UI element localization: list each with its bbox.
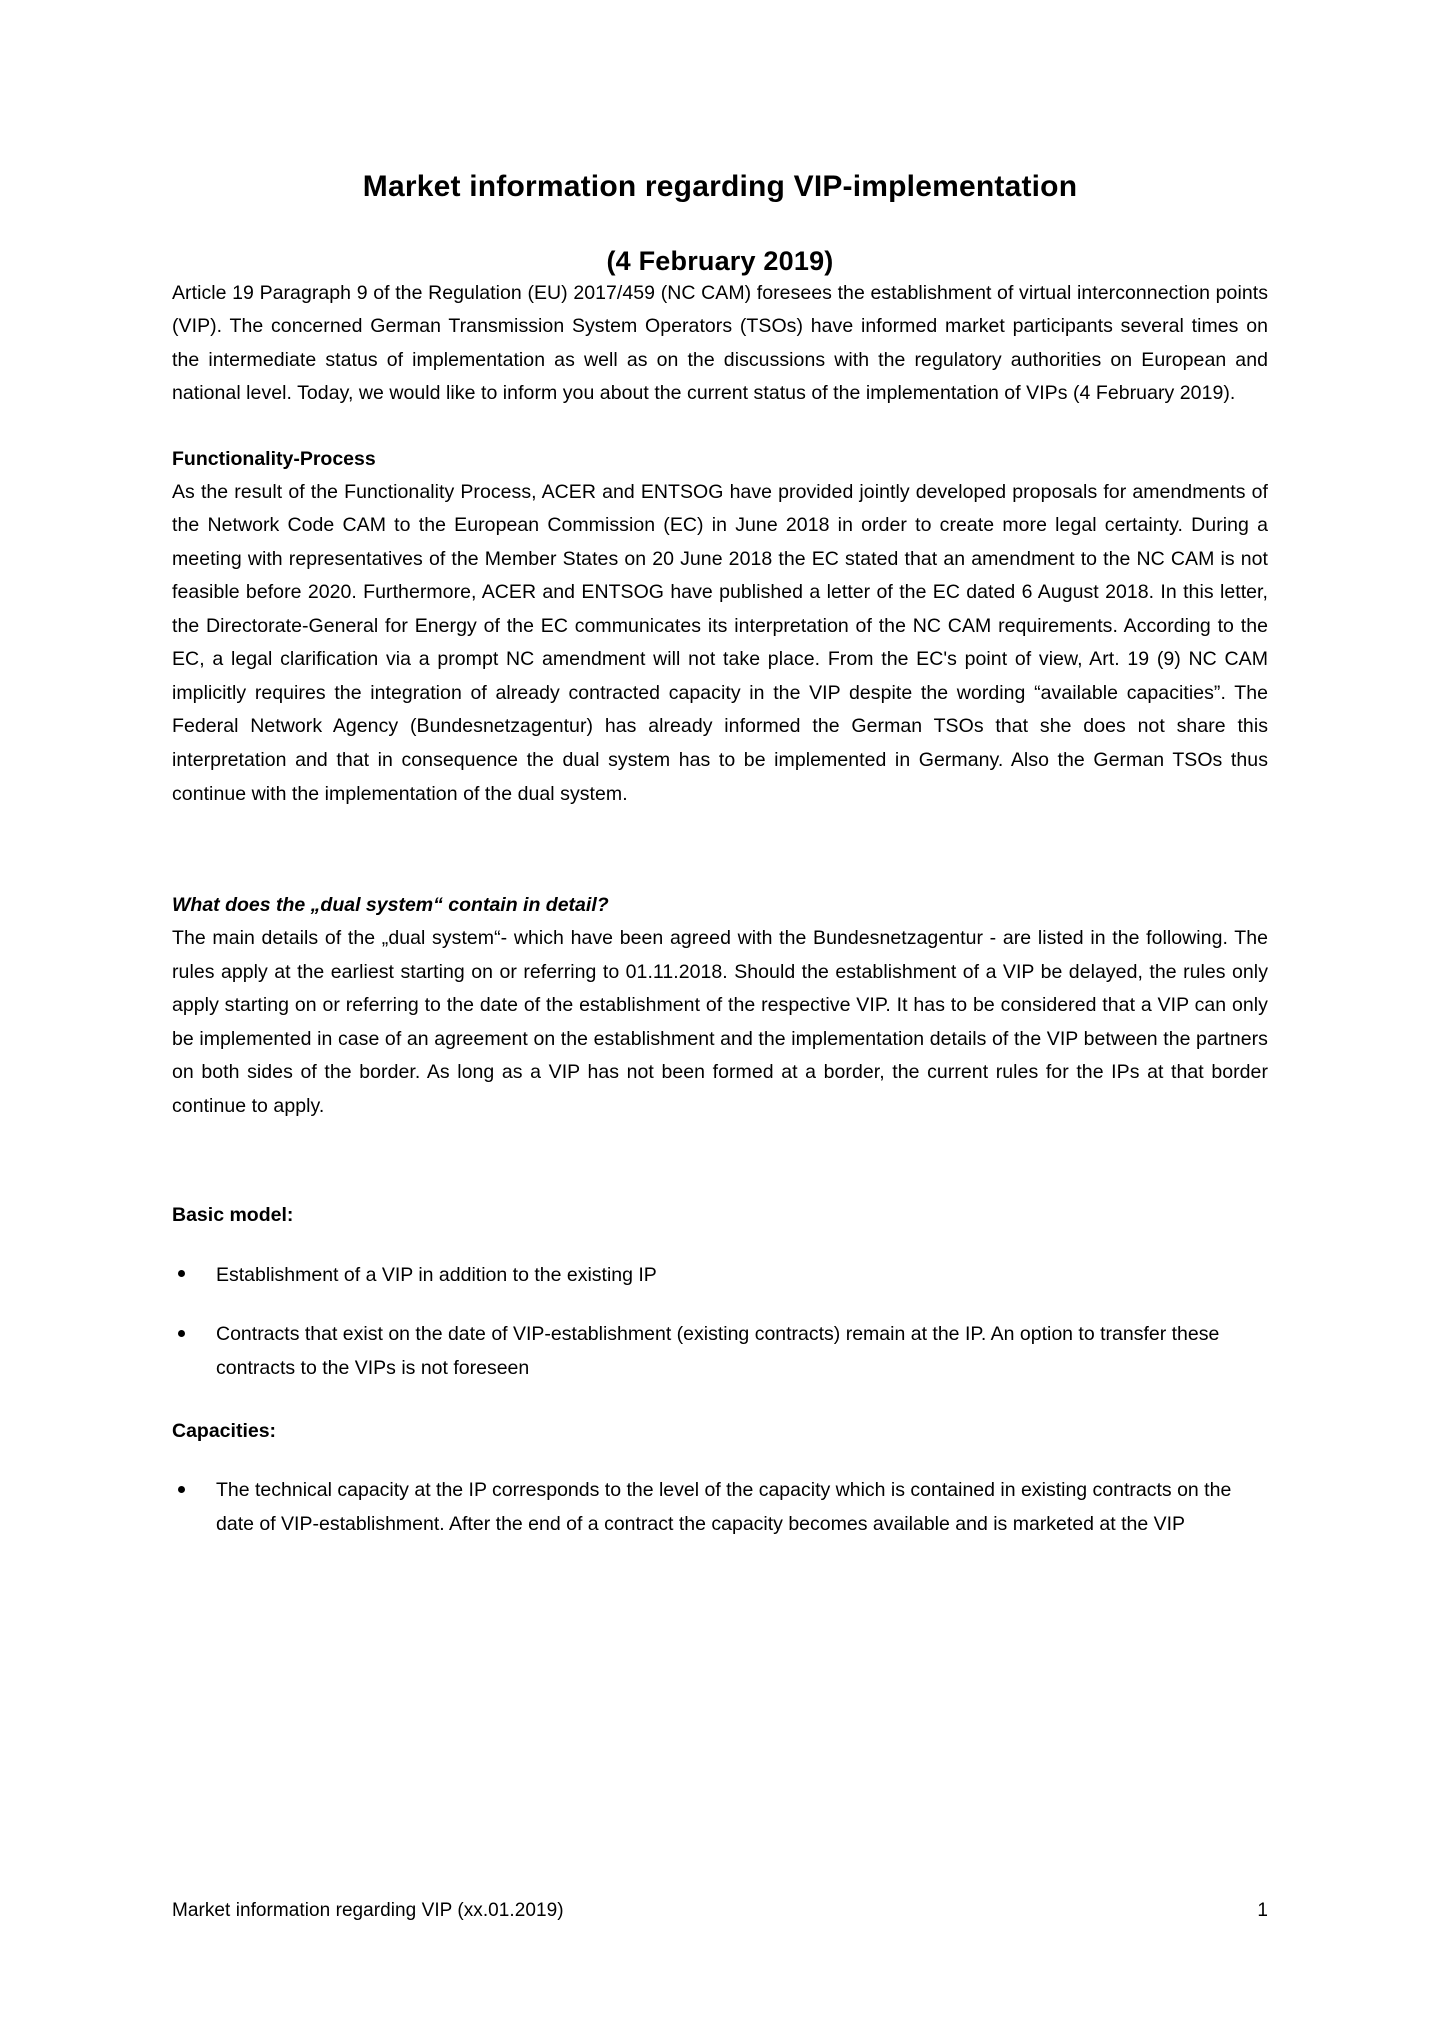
list-item-label: Establishment of a VIP in addition to the existing IP: [216, 1263, 657, 1286]
dual-system-paragraph: The main details of the „dual system“- which have been agreed with the Bundesnetzagentur - are listed in the following. The rules apply at the earliest starting on or referring to 01.11.2018. Should the establishment of a VIP be delayed, the rules only apply starting on or referring to the date of the establishment of the respective VIP. It has to be considered that a VIP can only be implemented in case of an agreement on the establishment and the implementation details of the VIP between the partners on both sides of the border. As long as a VIP has not been formed at a border, the current rules for the IPs at that border continue to apply.: [172, 927, 1268, 1117]
list-item: [172, 1474, 1268, 1541]
document-content: [172, 0, 1268, 1541]
bullet-icon: [178, 1270, 185, 1277]
capacities-heading: Capacities:: [172, 1420, 277, 1443]
page-number: 1: [1257, 1900, 1268, 1921]
basic-model-heading: Basic model:: [172, 1204, 294, 1227]
list-item: [172, 1318, 1268, 1385]
functionality-process-heading: Functionality-Process: [172, 447, 376, 470]
capacities-list: [172, 1474, 1268, 1541]
basic-model-list: [172, 1259, 1268, 1386]
bullet-icon: [178, 1330, 185, 1337]
footer-left-text: Market information regarding VIP (xx.01.2019): [172, 1900, 564, 1921]
page-title: Market information regarding VIP-implementation: [362, 170, 1078, 203]
intro-paragraph: Article 19 Paragraph 9 of the Regulation (EU) 2017/459 (NC CAM) foresees the establishment of virtual interconnection points (VIP). The concerned German Transmission System Operators (TSOs) have informed market participants several times on the intermediate status of implementation as well as on the discussions with the regulatory authorities on European and national level. Today, we would like to inform you about the current status of the implementation of VIPs (4 February 2019).: [172, 281, 1268, 405]
list-item: [172, 1259, 1268, 1293]
list-item-label: Contracts that exist on the date of VIP-establishment (existing contracts) remain at the IP. An option to transfer these contracts to the VIPs is not foreseen: [216, 1323, 1220, 1379]
functionality-process-paragraph: As the result of the Functionality Process, ACER and ENTSOG have provided jointly developed proposals for amendments of the Network Code CAM to the European Commission (EC) in June 2018 in order to create more legal certainty. During a meeting with representatives of the Member States on 20 June 2018 the EC stated that an amendment to the NC CAM is not feasible before 2020. Furthermore, ACER and ENTSOG have published a letter of the EC dated 6 August 2018. In this letter, the Directorate-General for Energy of the EC communicates its interpretation of the NC CAM requirements. According to the EC, a legal clarification via a prompt NC amendment will not take place. From the EC's point of view, Art. 19 (9) NC CAM implicitly requires the integration of already contracted capacity in the VIP despite the wording “available capacities”. The Federal Network Agency (Bundesnetzagentur) has already informed the German TSOs that she does not share this interpretation and that in consequence the dual system has to be implemented in Germany. Also the German TSOs thus continue with the implementation of the dual system.: [172, 480, 1268, 805]
page-subtitle: (4 February 2019): [606, 245, 834, 276]
dual-system-question-heading: What does the „dual system“ contain in detail?: [172, 894, 609, 917]
title-block: [172, 168, 1268, 277]
bullet-icon: [178, 1486, 185, 1493]
page-footer: [172, 1900, 1268, 1922]
list-item-label: The technical capacity at the IP corresponds to the level of the capacity which is contained in existing contracts on the date of VIP-establishment. After the end of a contract the capacity becomes available and is marketed at the VIP: [216, 1479, 1232, 1535]
